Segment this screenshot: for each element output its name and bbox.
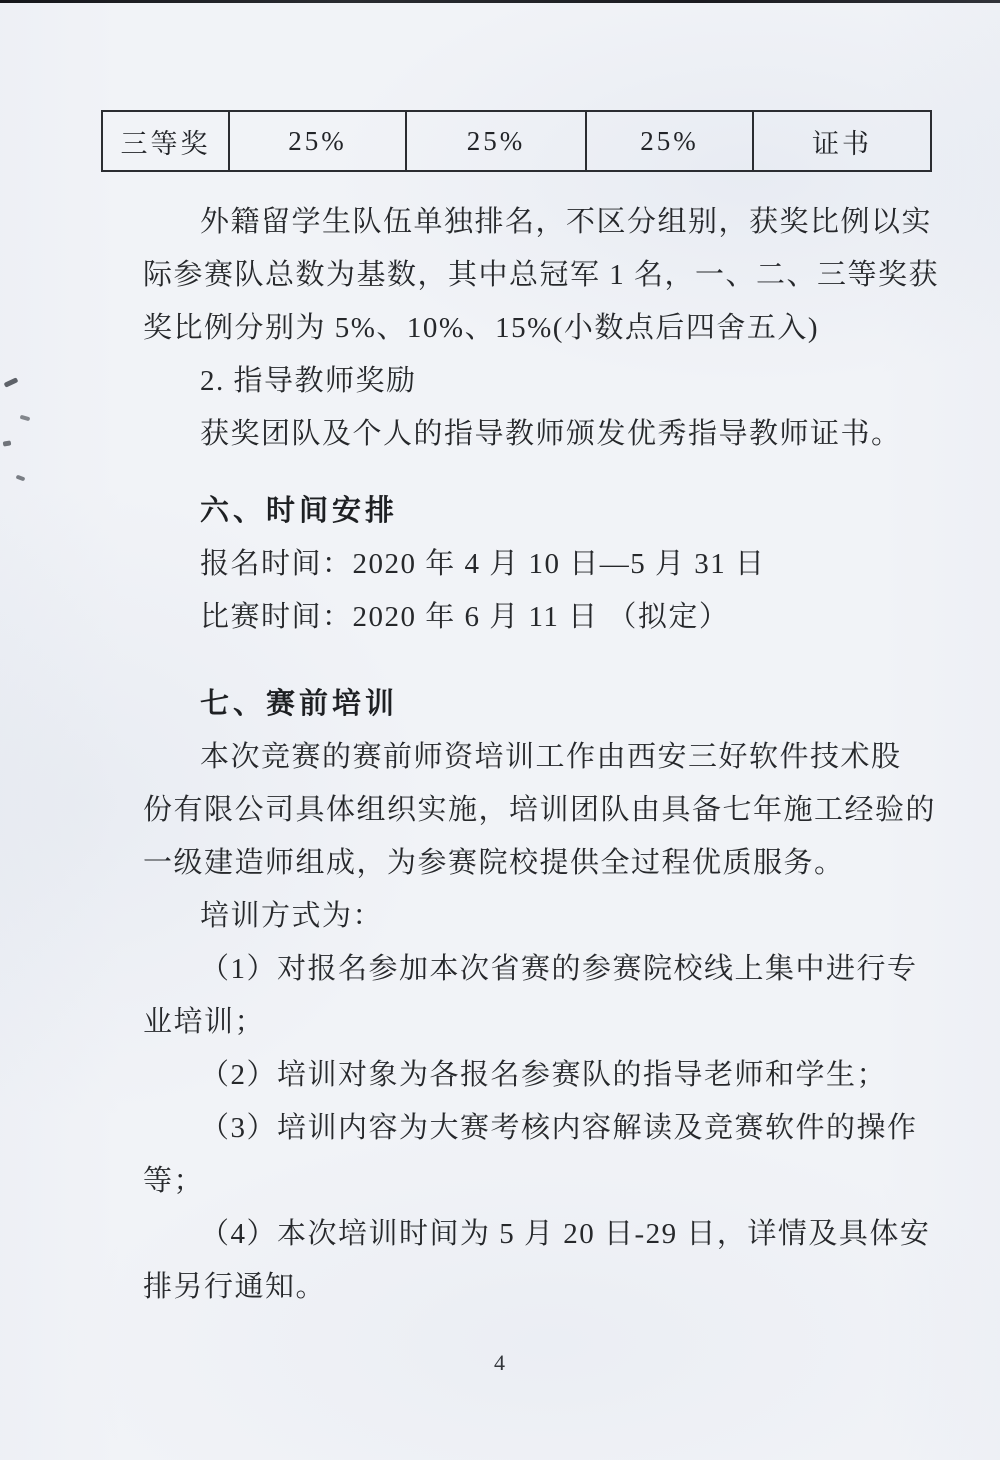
- list-item-3: （3）培训内容为大赛考核内容解读及竞赛软件的操作: [200, 1112, 918, 1144]
- competition-time-line: 比赛时间：2020 年 6 月 11 日 （拟定）: [200, 601, 730, 633]
- list-item-2: （2）培训对象为各报名参赛队的指导老师和学生；: [200, 1059, 888, 1091]
- paragraph-line: 培训方式为：: [200, 900, 384, 932]
- table-cell-ratio-2: 25%: [406, 111, 586, 171]
- table-row-third-prize: [102, 111, 931, 171]
- paragraph-line: 本次竞赛的赛前师资培训工作由西安三好软件技术股: [200, 741, 902, 773]
- list-item-4: （4）本次培训时间为 5 月 20 日-29 日，详情及具体安: [200, 1218, 931, 1250]
- section-heading-schedule: 六、时间安排: [200, 495, 399, 527]
- paragraph-line: 获奖团队及个人的指导教师颁发优秀指导教师证书。: [200, 418, 902, 450]
- award-ratio-table: [101, 110, 932, 172]
- list-item-4-cont: 排另行通知。: [143, 1271, 327, 1303]
- list-item-1: （1）对报名参加本次省赛的参赛院校线上集中进行专: [200, 953, 918, 985]
- list-item-teacher-award: 2. 指导教师奖励: [200, 365, 417, 397]
- page-number: 4: [494, 1350, 506, 1375]
- paragraph-line: 外籍留学生队伍单独排名，不区分组别，获奖比例以实: [200, 206, 933, 238]
- section-heading-pre-training: 七、赛前培训: [200, 688, 399, 720]
- list-item-1-cont: 业培训；: [143, 1006, 266, 1038]
- table-cell-ratio-1: 25%: [229, 111, 406, 171]
- paragraph-line: 份有限公司具体组织实施，培训团队由具备七年施工经验的: [143, 794, 937, 826]
- list-item-3-cont: 等；: [143, 1165, 205, 1197]
- table-cell-award-name: 三等奖: [102, 111, 229, 171]
- paragraph-line: 一级建造师组成，为参赛院校提供全过程优质服务。: [143, 847, 845, 879]
- paragraph-line: 奖比例分别为 5%、10%、15%(小数点后四舍五入): [143, 312, 820, 344]
- scan-edge-artifact: [0, 0, 1000, 3]
- document-body: [0, 172, 1000, 1314]
- paragraph-line: 际参赛队总数为基数，其中总冠军 1 名，一、二、三等奖获: [143, 259, 940, 291]
- table-cell-ratio-3: 25%: [586, 111, 753, 171]
- registration-time-line: 报名时间：2020 年 4 月 10 日—5 月 31 日: [200, 548, 766, 580]
- table-cell-award-type: 证书: [753, 111, 931, 171]
